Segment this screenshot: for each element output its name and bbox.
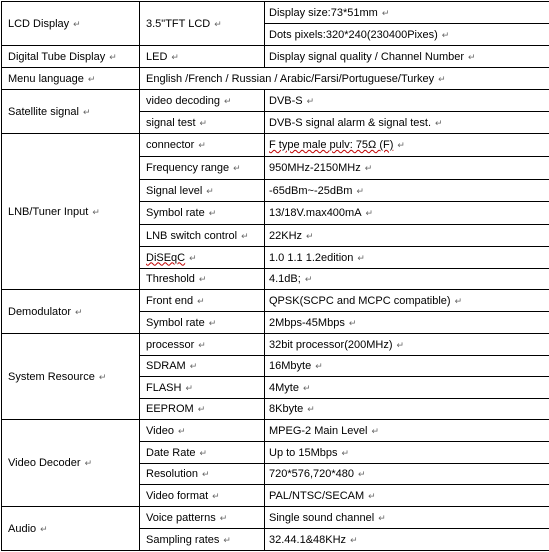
spec-value (265, 529, 549, 551)
spec-key-text: FLASH (146, 381, 182, 394)
paragraph-mark-icon: ↵ (306, 230, 314, 241)
paragraph-mark-icon: ↵ (189, 361, 198, 371)
spec-value-text: Display signal quality / Channel Number (269, 50, 465, 63)
spec-value (265, 90, 549, 112)
spec-key (140, 112, 265, 134)
spec-value (265, 377, 549, 399)
section-label-text: System Resource (8, 370, 95, 383)
section-label-text: LCD Display (8, 17, 70, 30)
spec-key (140, 46, 265, 68)
spec-key-text: Sampling rates (146, 533, 220, 546)
spec-value (265, 112, 549, 134)
spec-value-text: Display size:73*51mm (269, 6, 378, 19)
spec-key-text: Frequency range (146, 162, 230, 174)
section-label-text: Digital Tube Display (8, 50, 106, 63)
paragraph-mark-icon: ↵ (468, 51, 476, 62)
spec-key (140, 485, 265, 507)
table-row (2, 68, 549, 90)
spec-key (140, 2, 265, 46)
spec-key-text: video decoding (146, 94, 221, 107)
spec-value-text: 720*576,720*480 (269, 468, 355, 480)
table-row (2, 2, 549, 24)
paragraph-mark-icon: ↵ (350, 534, 358, 545)
paragraph-mark-icon: ↵ (365, 208, 374, 218)
paragraph-mark-icon: ↵ (356, 185, 365, 196)
paragraph-mark-icon: ↵ (206, 185, 214, 196)
spec-value (265, 157, 549, 180)
paragraph-mark-icon: ↵ (454, 295, 463, 306)
spec-value-text: 1.0 1.1 1.2edition (269, 251, 354, 264)
spec-table-body (2, 2, 549, 551)
spec-key (140, 529, 265, 551)
paragraph-mark-icon: ↵ (435, 117, 443, 128)
section-label (2, 90, 140, 134)
paragraph-mark-icon: ↵ (315, 361, 323, 371)
spec-key (140, 399, 265, 420)
paragraph-mark-icon: ↵ (212, 490, 220, 501)
spec-value (265, 202, 549, 225)
spec-key (140, 180, 265, 202)
paragraph-mark-icon: ↵ (74, 306, 83, 317)
spec-key-text: Symbol rate (146, 316, 205, 329)
table-row (2, 134, 549, 157)
section-label (2, 2, 140, 46)
spec-key-text: SDRAM (146, 360, 186, 372)
paragraph-mark-icon: ↵ (224, 95, 232, 106)
paragraph-mark-icon: ↵ (364, 163, 373, 173)
spec-key (140, 356, 265, 377)
spec-key-text: DiSEqC (146, 251, 186, 264)
section-label-text: Audio (8, 522, 37, 535)
spec-key-text: LED (146, 50, 168, 63)
section-label (2, 290, 140, 334)
spec-key (140, 269, 265, 290)
spec-key (140, 420, 265, 442)
spec-value-text: F type male pulv: 75Ω (F) (269, 139, 394, 151)
spec-key (140, 312, 265, 334)
section-label-text: LNB/Tuner Input (8, 205, 89, 218)
paragraph-mark-icon: ↵ (304, 274, 313, 284)
table-row (2, 46, 549, 68)
spec-value (265, 312, 549, 334)
paragraph-mark-icon: ↵ (198, 274, 207, 284)
spec-key (140, 377, 265, 399)
paragraph-mark-icon: ↵ (197, 404, 206, 414)
spec-value (265, 399, 549, 420)
paragraph-mark-icon: ↵ (381, 7, 390, 18)
spec-value (265, 269, 549, 290)
spec-value (265, 247, 549, 269)
spec-key-text: Voice patterns (146, 511, 216, 524)
paragraph-mark-icon: ↵ (397, 140, 405, 150)
spec-key-text: Symbol rate (146, 207, 205, 219)
spec-value-text: PAL/NTSC/SECAM (269, 489, 365, 502)
paragraph-mark-icon: ↵ (189, 252, 197, 263)
paragraph-mark-icon: ↵ (185, 382, 194, 393)
spec-key-text: Date Rate (146, 446, 196, 459)
section-label (2, 46, 140, 68)
paragraph-mark-icon: ↵ (307, 404, 315, 414)
paragraph-mark-icon: ↵ (441, 29, 450, 40)
section-label (2, 334, 140, 420)
spec-key-text: Resolution (146, 468, 198, 480)
paragraph-mark-icon: ↵ (358, 469, 366, 479)
paragraph-mark-icon: ↵ (378, 512, 386, 523)
spec-key-text: LNB switch control (146, 229, 238, 242)
paragraph-mark-icon: ↵ (171, 51, 179, 62)
paragraph-mark-icon: ↵ (198, 140, 206, 150)
spec-key (140, 247, 265, 269)
spec-value-text: 4Myte (269, 381, 299, 394)
spec-value (265, 290, 549, 312)
spec-value (265, 442, 549, 464)
spec-value-text: English /French / Russian / Arabic/Farsi/Portuguese/Turkey (146, 72, 435, 85)
spec-value (265, 464, 549, 485)
spec-value-text: DVB-S signal alarm & signal test. (269, 116, 432, 129)
paragraph-mark-icon: ↵ (208, 317, 217, 328)
paragraph-mark-icon: ↵ (368, 490, 376, 501)
spec-value (265, 24, 549, 46)
section-label-text: Satellite signal (8, 105, 79, 118)
spec-value-text: QPSK(SCPC and MCPC compatible) (269, 294, 451, 307)
spec-key (140, 334, 265, 356)
section-label-text: Menu language (8, 72, 84, 85)
spec-value-text: DVB-S (269, 94, 303, 107)
paragraph-mark-icon: ↵ (84, 458, 93, 468)
spec-value (265, 180, 549, 202)
spec-value (265, 225, 549, 247)
spec-value-text: Dots pixels:320*240(230400Pixes) (269, 28, 438, 41)
spec-key-text: signal test (146, 116, 196, 129)
paragraph-mark-icon: ↵ (87, 73, 96, 84)
spec-key-text: EEPROM (146, 403, 194, 415)
spec-value (265, 46, 549, 68)
spec-value-text: Single sound channel (269, 511, 375, 524)
paragraph-mark-icon: ↵ (40, 523, 48, 534)
spec-value (265, 2, 549, 24)
paragraph-mark-icon: ↵ (201, 469, 210, 479)
spec-value (265, 507, 549, 529)
section-label-text: Demodulator (8, 305, 71, 318)
spec-value-text: Up to 15Mbps (269, 446, 338, 459)
spec-value (265, 134, 549, 157)
paragraph-mark-icon: ↵ (348, 317, 357, 328)
paragraph-mark-icon: ↵ (208, 208, 217, 218)
spec-value-text: 22KHz (269, 229, 303, 242)
paragraph-mark-icon: ↵ (219, 512, 228, 523)
spec-key (140, 134, 265, 157)
spec-value-text: 13/18V.max400mA (269, 207, 362, 219)
paragraph-mark-icon: ↵ (223, 534, 231, 545)
spec-value-text: 2Mbps-45Mbps (269, 316, 345, 329)
spec-key (140, 464, 265, 485)
table-row (2, 290, 549, 312)
paragraph-mark-icon: ↵ (197, 295, 205, 306)
spec-key-text: Threshold (146, 273, 195, 285)
paragraph-mark-icon: ↵ (177, 425, 186, 436)
spec-value (265, 485, 549, 507)
paragraph-mark-icon: ↵ (302, 382, 311, 393)
paragraph-mark-icon: ↵ (214, 18, 222, 29)
spec-key (140, 202, 265, 225)
paragraph-mark-icon: ↵ (199, 117, 208, 128)
paragraph-mark-icon: ↵ (198, 339, 206, 350)
spec-key (140, 157, 265, 180)
spec-value-text: 4.1dB; (269, 273, 301, 285)
paragraph-mark-icon: ↵ (73, 18, 81, 29)
table-row (2, 420, 549, 442)
spec-key-text: 3.5"TFT LCD (146, 17, 211, 30)
spec-value-text: MPEG-2 Main Level (269, 424, 368, 437)
spec-value-text: 32bit processor(200MHz) (269, 338, 393, 351)
spec-value (140, 68, 549, 90)
spec-key-text: Front end (146, 294, 194, 307)
table-row (2, 334, 549, 356)
spec-key (140, 90, 265, 112)
spec-key-text: processor (146, 338, 195, 351)
section-label (2, 507, 140, 551)
spec-key-text: Signal level (146, 184, 203, 197)
spec-key (140, 507, 265, 529)
paragraph-mark-icon: ↵ (109, 51, 117, 62)
section-label (2, 68, 140, 90)
spec-key-text: Video format (146, 489, 209, 502)
paragraph-mark-icon: ↵ (396, 339, 405, 350)
paragraph-mark-icon: ↵ (371, 425, 379, 436)
spec-value-text: 950MHz-2150MHz (269, 162, 361, 174)
spec-value-text: 8Kbyte (269, 403, 304, 415)
table-row (2, 90, 549, 112)
paragraph-mark-icon: ↵ (241, 230, 249, 241)
spec-key (140, 442, 265, 464)
paragraph-mark-icon: ↵ (341, 447, 350, 458)
paragraph-mark-icon: ↵ (438, 73, 446, 84)
paragraph-mark-icon: ↵ (233, 163, 241, 173)
spec-value-text: -65dBm~-25dBm (269, 184, 353, 197)
spec-value-text: 32.44.1&48KHz (269, 533, 347, 546)
paragraph-mark-icon: ↵ (199, 447, 208, 458)
spec-value (265, 356, 549, 377)
spec-value (265, 420, 549, 442)
spec-key (140, 225, 265, 247)
spec-value (265, 334, 549, 356)
table-row (2, 507, 549, 529)
spec-key-text: connector (146, 139, 195, 151)
section-label (2, 420, 140, 507)
paragraph-mark-icon: ↵ (357, 252, 365, 263)
section-label-text: Video Decoder (8, 457, 81, 469)
spec-key-text: Video (146, 424, 174, 437)
spec-value-text: 16Mbyte (269, 360, 312, 372)
paragraph-mark-icon: ↵ (82, 106, 91, 117)
spec-table (1, 1, 549, 551)
section-label (2, 134, 140, 290)
paragraph-mark-icon: ↵ (306, 95, 315, 106)
paragraph-mark-icon: ↵ (98, 371, 107, 382)
paragraph-mark-icon: ↵ (92, 206, 100, 217)
spec-key (140, 290, 265, 312)
